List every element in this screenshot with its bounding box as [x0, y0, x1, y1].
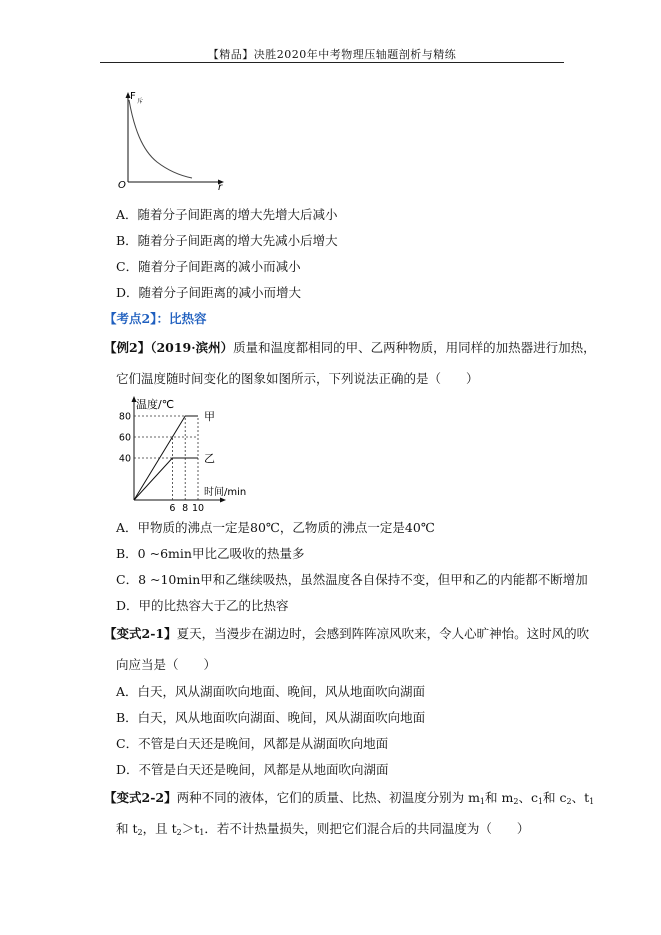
chart-y-tick: 40 — [118, 453, 131, 465]
var21-option-c: C．不管是白天还是晚间，风都是从湖面吹向地面 — [116, 736, 389, 751]
example2-tag: 【例2】 — [104, 340, 151, 355]
chart-x-label: 时间/min — [204, 487, 247, 498]
var22-text: 、c — [518, 790, 538, 805]
example2-source: （2019·滨州） — [150, 340, 234, 355]
chart-y-label: 温度/℃ — [136, 398, 175, 411]
var22-tag: 【变式2-2】 — [104, 790, 177, 805]
graph1-y-sub: 斥 — [137, 98, 144, 105]
page-header: 【精品】决胜2020年中考物理压轴题剖析与精练 — [207, 48, 457, 61]
var21-option-a: A．白天，风从湖面吹向地面、晚间，风从地面吹向湖面 — [116, 684, 426, 699]
var22-sub: 2 — [513, 797, 519, 806]
example2-line1 — [104, 340, 596, 356]
series-label-1: 甲 — [204, 410, 215, 423]
var21-option-b: B．白天，风从地面吹向湖面、晚间，风从湖面吹向地面 — [116, 710, 426, 725]
example2-text1: 质量和温度都相同的甲、乙两种物质，用同样的加热器进行加热， — [233, 340, 596, 355]
var22-sub: 2 — [137, 828, 143, 837]
var21-tag: 【变式2-1】 — [104, 626, 177, 641]
repulsion-force-graph — [112, 88, 232, 194]
chart-x-tick: 10 — [191, 503, 205, 514]
var21-line2: 向应当是（ ） — [116, 657, 217, 672]
chart-x-tick: 8 — [182, 503, 189, 514]
q2-option-b: B．0 ~6min甲比乙吸收的热量多 — [116, 546, 305, 561]
q1-option-b: B．随着分子间距离的增大先减小后增大 — [116, 233, 338, 248]
var22-text: ．若不计热量损失，则把它们混合后的共同温度为（ ） — [204, 821, 530, 836]
chart-x-tick: 6 — [169, 503, 176, 514]
header-rule — [100, 62, 564, 63]
chart-y-tick: 80 — [118, 411, 131, 423]
temperature-time-chart — [112, 392, 282, 514]
q1-option-a: A．随着分子间距离的增大先增大后减小 — [116, 207, 338, 222]
var22-line2 — [116, 821, 529, 841]
chart-x-arrow — [220, 498, 226, 503]
series-label-2: 乙 — [204, 452, 215, 465]
graph1-curve — [129, 100, 192, 178]
var22-text: 和 c — [543, 790, 567, 805]
var22-sub: 2 — [176, 828, 182, 837]
q1-option-d: D．随着分子间距离的减小而增大 — [116, 285, 302, 300]
graph1-origin: O — [118, 180, 126, 191]
var21-line1 — [104, 626, 589, 642]
example2-line2: 它们温度随时间变化的图象如图所示，下列说法正确的是（ ） — [116, 371, 479, 386]
chart-y-tick: 60 — [118, 432, 131, 444]
section-heading: 【考点2】：比热容 — [104, 311, 207, 326]
var22-text: ，且 t — [142, 821, 177, 836]
q2-option-d: D．甲的比热容大于乙的比热容 — [116, 598, 289, 613]
var22-text: 两种不同的液体，它们的质量、比热、初温度分别为 m — [176, 790, 480, 805]
series-line-2 — [134, 458, 198, 500]
var22-line1 — [104, 790, 594, 810]
var22-text: 、t — [571, 790, 590, 805]
var22-text: 和 t — [116, 821, 138, 836]
var22-sub: 1 — [199, 828, 205, 837]
var21-option-d: D．不管是白天还是晚间，风都是从地面吹向湖面 — [116, 762, 389, 777]
graph1-y-label: F — [130, 91, 136, 102]
var22-sub: 2 — [566, 797, 572, 806]
q2-option-a: A．甲物质的沸点一定是80℃，乙物质的沸点一定是40℃ — [116, 520, 435, 535]
q1-option-c: C．随着分子间距离的减小而减小 — [116, 259, 301, 274]
var22-text: ＞t — [181, 821, 200, 836]
graph1-x-label: r — [218, 182, 223, 193]
q2-option-c: C．8 ~10min甲和乙继续吸热，虽然温度各自保持不变，但甲和乙的内能都不断增加 — [116, 572, 588, 587]
var22-sub: 1 — [537, 797, 544, 806]
var22-sub: 1 — [479, 797, 486, 806]
var21-text1: 夏天，当漫步在湖边时，会感到阵阵凉风吹来，令人心旷神怡。这时风的吹 — [176, 626, 590, 641]
var22-text: 和 m — [485, 790, 514, 805]
var22-sub: 1 — [589, 797, 595, 806]
